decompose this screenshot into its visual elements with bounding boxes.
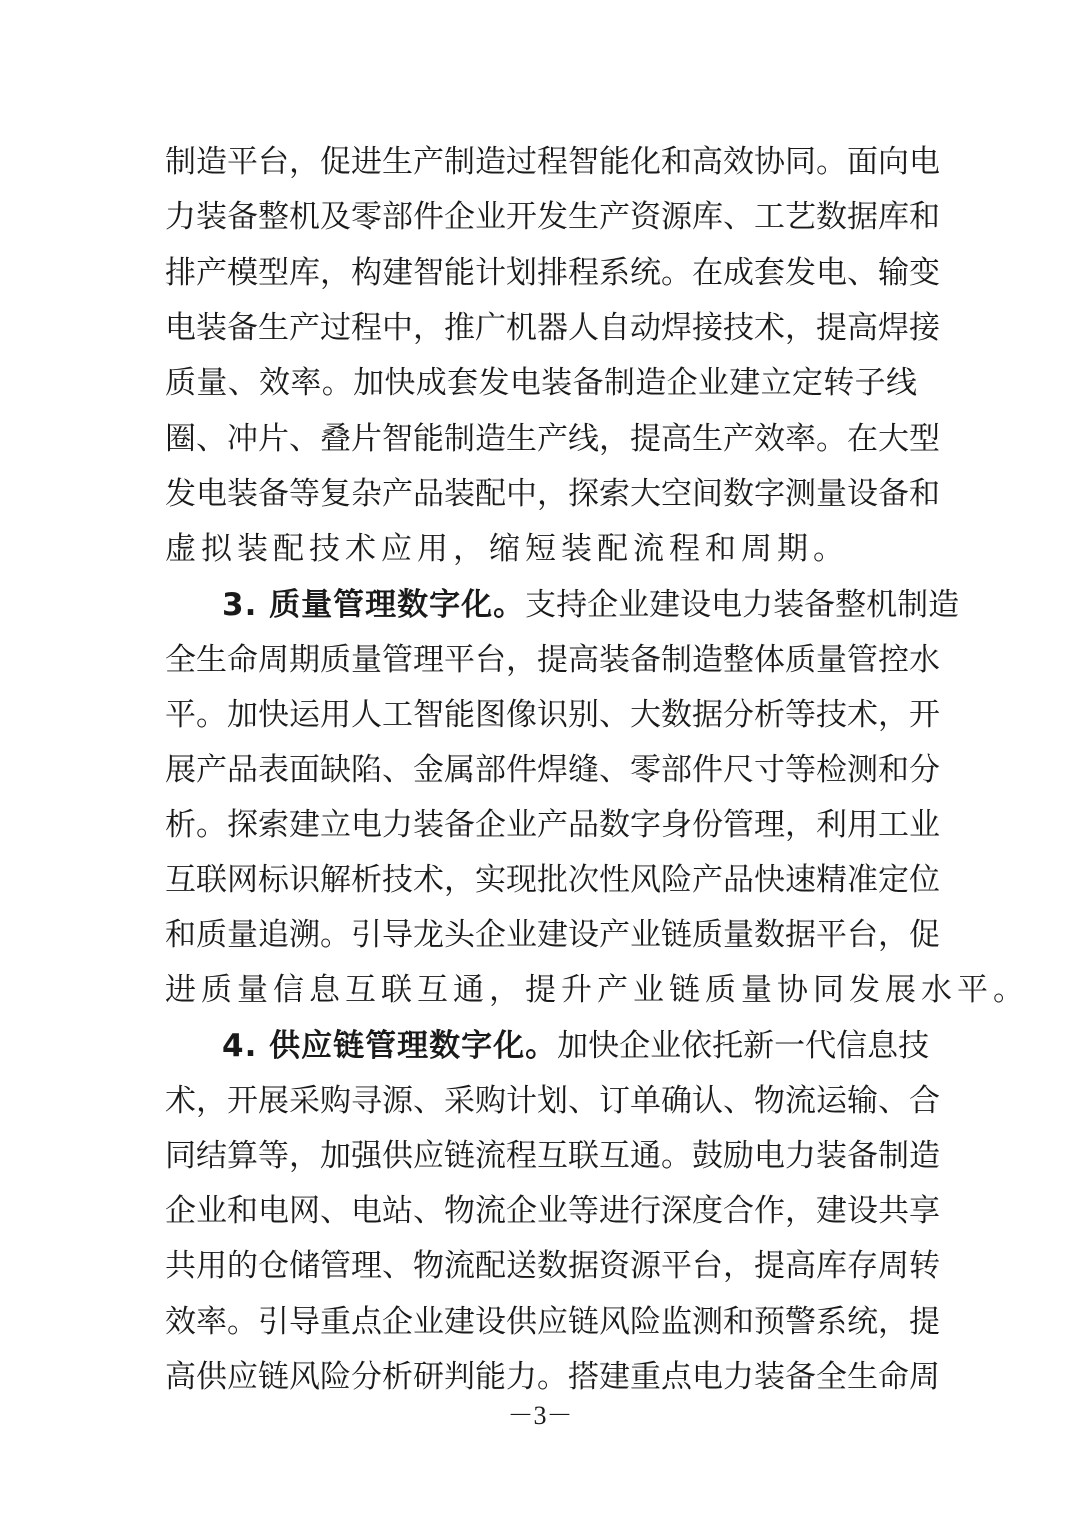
section-4-line-7: 高供应链风险分析研判能力。搭建重点电力装备全生命周: [165, 1359, 940, 1395]
paragraph-1-line-4: 电装备生产过程中，推广机器人自动焊接技术，提高焊接: [165, 310, 940, 346]
section-3-line-8: 进质量信息互联互通，提升产业链质量协同发展水平。: [165, 972, 1029, 1008]
page-number: －3－: [507, 1401, 573, 1430]
section-4-line-4: 企业和电网、电站、物流企业等进行深度合作，建设共享: [165, 1193, 940, 1229]
section-3-first-line-text: 支持企业建设电力装备整机制造: [525, 587, 960, 623]
section-4-first-line: [222, 1022, 930, 1070]
section-4-line-2: 术，开展采购寻源、采购计划、订单确认、物流运输、合: [165, 1083, 940, 1119]
section-4-first-line-text: 加快企业依托新一代信息技: [557, 1028, 930, 1064]
paragraph-1-line-7: 发电装备等复杂产品装配中，探索大空间数字测量设备和: [165, 476, 940, 512]
paragraph-1-line-6: 圈、冲片、叠片智能制造生产线，提高生产效率。在大型: [165, 421, 940, 457]
paragraph-1-line-2: 力装备整机及零部件企业开发生产资源库、工艺数据库和: [165, 199, 940, 235]
section-4-heading: 4. 供应链管理数字化。: [222, 1028, 558, 1064]
section-3-line-7: 和质量追溯。引导龙头企业建设产业链质量数据平台，促: [165, 917, 940, 953]
paragraph-1-line-3: 排产模型库，构建智能计划排程系统。在成套发电、输变: [165, 255, 940, 291]
section-3-line-5: 析。探索建立电力装备企业产品数字身份管理，利用工业: [165, 807, 940, 843]
paragraph-1-line-5: 质量、效率。加快成套发电装备制造企业建立定转子线: [165, 365, 917, 401]
section-4-line-3: 同结算等，加强供应链流程互联互通。鼓励电力装备制造: [165, 1138, 940, 1174]
section-3-line-2: 全生命周期质量管理平台，提高装备制造整体质量管控水: [165, 642, 940, 678]
section-4-line-5: 共用的仓储管理、物流配送数据资源平台，提高库存周转: [165, 1248, 940, 1284]
section-3-first-line: [222, 581, 960, 629]
paragraph-1-line-1: 制造平台，促进生产制造过程智能化和高效协同。面向电: [165, 144, 940, 180]
section-3-heading: 3. 质量管理数字化。: [222, 587, 526, 623]
section-4-line-6: 效率。引导重点企业建设供应链风险监测和预警系统，提: [165, 1304, 940, 1340]
section-3-line-3: 平。加快运用人工智能图像识别、大数据分析等技术，开: [165, 697, 940, 733]
section-3-line-4: 展产品表面缺陷、金属部件焊缝、零部件尺寸等检测和分: [165, 752, 940, 788]
paragraph-1-line-8: 虚拟装配技术应用，缩短装配流程和周期。: [165, 531, 849, 567]
section-3-line-6: 互联网标识解析技术，实现批次性风险产品快速精准定位: [165, 862, 940, 898]
